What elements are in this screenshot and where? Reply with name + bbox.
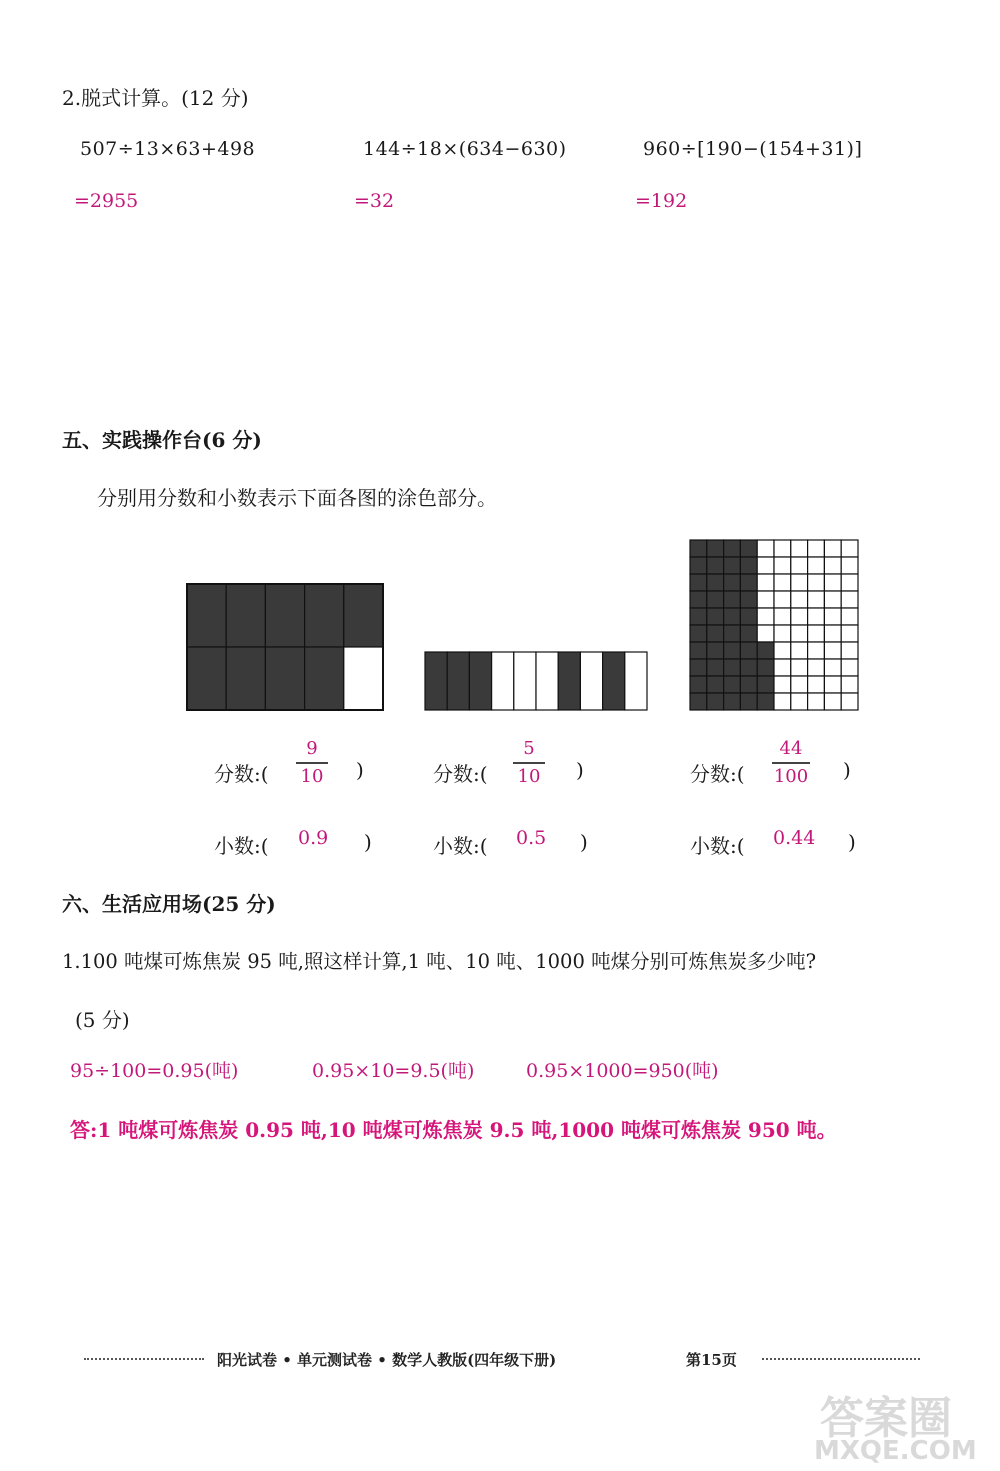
fraction-label-1: 分数:(	[214, 762, 269, 786]
shaded-cell	[740, 659, 757, 676]
blank-cell	[757, 540, 774, 557]
fraction-answer-2	[513, 738, 545, 788]
decimal-close-1: )	[364, 830, 372, 854]
blank-cell	[841, 676, 858, 693]
word-problem-1-points: (5 分)	[75, 1008, 130, 1032]
decimal-answer-2: 0.5	[516, 827, 547, 849]
blank-cell	[841, 574, 858, 591]
blank-cell	[774, 642, 791, 659]
blank-cell	[808, 659, 825, 676]
blank-cell	[774, 676, 791, 693]
blank-cell	[808, 676, 825, 693]
blank-cell	[808, 693, 825, 710]
blank-cell	[841, 625, 858, 642]
blank-cell	[774, 608, 791, 625]
shaded-cell	[558, 652, 580, 710]
footer-title: 阳光试卷 • 单元测试卷 • 数学人教版(四年级下册)	[217, 1351, 557, 1369]
blank-cell	[774, 557, 791, 574]
shaded-cell	[724, 540, 741, 557]
fraction-denominator-3: 100	[773, 765, 809, 787]
blank-cell	[791, 642, 808, 659]
blank-cell	[824, 659, 841, 676]
shaded-cell	[707, 659, 724, 676]
watermark-logo: 答案圈	[820, 1393, 952, 1444]
shaded-cell	[226, 584, 265, 647]
blank-cell	[824, 642, 841, 659]
fraction-label-3: 分数:(	[690, 762, 745, 786]
shaded-cell	[265, 647, 304, 710]
shaded-cell	[690, 625, 707, 642]
calc-expression-2: 144÷18×(634−630)	[363, 138, 567, 160]
shaded-cell	[740, 557, 757, 574]
blank-cell	[514, 652, 536, 710]
fraction-answer-1	[296, 738, 328, 788]
shaded-cell	[690, 693, 707, 710]
blank-cell	[791, 676, 808, 693]
shaded-cell	[740, 591, 757, 608]
blank-cell	[791, 659, 808, 676]
shaded-cell	[603, 652, 625, 710]
calc-answer-2: =32	[354, 190, 395, 212]
section-title-practice: 五、实践操作台(6 分)	[62, 428, 262, 452]
blank-cell	[808, 625, 825, 642]
blank-cell	[536, 652, 558, 710]
shaded-cell	[707, 693, 724, 710]
fraction-answer-3	[772, 738, 810, 788]
shaded-cell	[226, 647, 265, 710]
decimal-answer-1: 0.9	[298, 827, 329, 849]
shaded-cell	[740, 693, 757, 710]
shaded-cell	[740, 574, 757, 591]
shaded-cell	[757, 693, 774, 710]
blank-cell	[824, 693, 841, 710]
shaded-cell	[690, 659, 707, 676]
fraction-numerator-3: 44	[779, 738, 803, 759]
question-title: 2.脱式计算。(12 分)	[62, 86, 249, 110]
watermark-url: MXQE.COM	[814, 1436, 977, 1466]
blank-cell	[791, 591, 808, 608]
blank-cell	[824, 608, 841, 625]
shaded-cell	[724, 557, 741, 574]
decimal-label-1: 小数:(	[214, 834, 269, 858]
blank-cell	[791, 540, 808, 557]
shaded-cell	[707, 557, 724, 574]
figure-2-strip	[423, 650, 649, 712]
shaded-cell	[690, 557, 707, 574]
solution-step-3: 0.95×1000=950(吨)	[526, 1060, 719, 1082]
figure-3-hundred-grid	[688, 538, 860, 712]
shaded-cell	[724, 693, 741, 710]
shaded-cell	[724, 676, 741, 693]
shaded-cell	[724, 659, 741, 676]
calc-answer-1: =2955	[74, 190, 139, 212]
fraction-numerator-2: 5	[523, 738, 535, 759]
decimal-answer-3: 0.44	[773, 827, 816, 849]
footer-dots-right	[762, 1358, 920, 1360]
blank-cell	[824, 676, 841, 693]
solution-step-2: 0.95×10=9.5(吨)	[312, 1060, 475, 1082]
blank-cell	[824, 591, 841, 608]
shaded-cell	[740, 540, 757, 557]
blank-cell	[774, 625, 791, 642]
blank-cell	[841, 659, 858, 676]
shaded-cell	[724, 642, 741, 659]
blank-cell	[808, 557, 825, 574]
blank-cell	[808, 608, 825, 625]
shaded-cell	[305, 584, 344, 647]
blank-cell	[841, 642, 858, 659]
shaded-cell	[724, 625, 741, 642]
blank-cell	[757, 574, 774, 591]
shaded-cell	[740, 625, 757, 642]
blank-cell	[774, 659, 791, 676]
shaded-cell	[707, 540, 724, 557]
blank-cell	[580, 652, 602, 710]
decimal-close-2: )	[580, 830, 588, 854]
blank-cell	[774, 574, 791, 591]
blank-cell	[808, 574, 825, 591]
shaded-cell	[707, 608, 724, 625]
shaded-cell	[740, 642, 757, 659]
shaded-cell	[690, 574, 707, 591]
shaded-cell	[740, 676, 757, 693]
blank-cell	[808, 642, 825, 659]
shaded-cell	[690, 540, 707, 557]
fraction-close-1: )	[356, 758, 364, 782]
word-problem-1: 1.100 吨煤可炼焦炭 95 吨,照这样计算,1 吨、10 吨、1000 吨煤分别可炼焦炭多少吨?	[62, 950, 817, 973]
shaded-cell	[707, 676, 724, 693]
blank-cell	[841, 608, 858, 625]
fraction-numerator-1: 9	[306, 738, 318, 759]
shaded-cell	[757, 642, 774, 659]
shaded-cell	[447, 652, 469, 710]
blank-cell	[757, 557, 774, 574]
blank-cell	[808, 540, 825, 557]
fraction-denominator-1: 10	[300, 765, 324, 787]
blank-cell	[774, 540, 791, 557]
shaded-cell	[305, 647, 344, 710]
shaded-cell	[187, 647, 226, 710]
fraction-close-2: )	[576, 758, 584, 782]
practice-instruction: 分别用分数和小数表示下面各图的涂色部分。	[97, 486, 497, 510]
shaded-cell	[425, 652, 447, 710]
shaded-cell	[757, 676, 774, 693]
blank-cell	[824, 574, 841, 591]
decimal-close-3: )	[848, 830, 856, 854]
shaded-cell	[707, 625, 724, 642]
decimal-label-2: 小数:(	[433, 834, 488, 858]
blank-cell	[344, 647, 383, 710]
blank-cell	[841, 591, 858, 608]
blank-cell	[791, 693, 808, 710]
blank-cell	[824, 625, 841, 642]
shaded-cell	[690, 591, 707, 608]
shaded-cell	[724, 574, 741, 591]
blank-cell	[757, 608, 774, 625]
shaded-cell	[724, 608, 741, 625]
blank-cell	[841, 540, 858, 557]
blank-cell	[757, 625, 774, 642]
blank-cell	[791, 557, 808, 574]
shaded-cell	[265, 584, 304, 647]
blank-cell	[492, 652, 514, 710]
decimal-label-3: 小数:(	[690, 834, 745, 858]
blank-cell	[841, 693, 858, 710]
blank-cell	[625, 652, 647, 710]
blank-cell	[808, 591, 825, 608]
shaded-cell	[724, 591, 741, 608]
figure-1-grid	[185, 582, 385, 712]
section-title-application: 六、生活应用场(25 分)	[62, 892, 276, 916]
fraction-close-3: )	[843, 758, 851, 782]
shaded-cell	[690, 676, 707, 693]
calc-expression-3: 960÷[190−(154+31)]	[643, 138, 863, 160]
shaded-cell	[344, 584, 383, 647]
footer-dots-left	[84, 1358, 204, 1360]
shaded-cell	[707, 642, 724, 659]
blank-cell	[774, 591, 791, 608]
shaded-cell	[187, 584, 226, 647]
calc-answer-3: =192	[635, 190, 688, 212]
shaded-cell	[707, 574, 724, 591]
shaded-cell	[707, 591, 724, 608]
blank-cell	[791, 574, 808, 591]
blank-cell	[757, 591, 774, 608]
blank-cell	[791, 608, 808, 625]
page-number: 第15页	[686, 1351, 737, 1369]
final-answer: 答:1 吨煤可炼焦炭 0.95 吨,10 吨煤可炼焦炭 9.5 吨,1000 吨煤可炼焦炭 950 吨。	[70, 1118, 837, 1142]
fraction-label-2: 分数:(	[433, 762, 488, 786]
shaded-cell	[469, 652, 491, 710]
blank-cell	[774, 693, 791, 710]
shaded-cell	[690, 642, 707, 659]
blank-cell	[824, 540, 841, 557]
fraction-denominator-2: 10	[517, 765, 541, 787]
shaded-cell	[757, 659, 774, 676]
shaded-cell	[690, 608, 707, 625]
blank-cell	[791, 625, 808, 642]
calc-expression-1: 507÷13×63+498	[80, 138, 256, 160]
blank-cell	[841, 557, 858, 574]
shaded-cell	[740, 608, 757, 625]
blank-cell	[824, 557, 841, 574]
solution-step-1: 95÷100=0.95(吨)	[70, 1060, 239, 1082]
